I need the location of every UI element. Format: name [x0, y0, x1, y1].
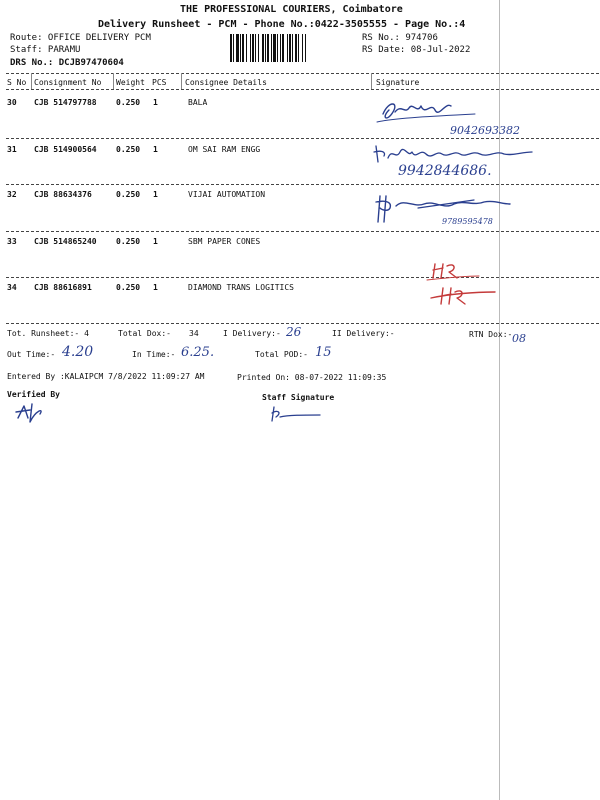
row-sno: 31: [7, 145, 17, 154]
company-title: THE PROFESSIONAL COURIERS, Coimbatore: [180, 4, 403, 15]
row-consignment: CJB 88634376: [34, 190, 92, 199]
i-delivery-label: I Delivery:-: [223, 329, 281, 338]
i-delivery-hand: 26: [286, 325, 302, 339]
row-weight: 0.250: [116, 98, 141, 107]
entered-by: Entered By :KALAIPCM 7/8/2022 11:09:27 AM: [7, 372, 205, 381]
in-time-label: In Time:-: [132, 350, 176, 359]
runsheet-title: Delivery Runsheet - PCM - Phone No.:0422-3505555 - Page No.:4: [98, 19, 466, 30]
row-consignee: OM SAI RAM ENGG: [188, 145, 261, 154]
verified-by-signature: [14, 400, 54, 424]
row-sno: 32: [7, 190, 17, 199]
ii-delivery-label: II Delivery:-: [332, 329, 395, 338]
header-bottom-rule: [6, 89, 599, 90]
drs-number: DRS No.: DCJB97470604: [10, 58, 124, 68]
row-consignee: SBM PAPER CONES: [188, 237, 261, 246]
row-pcs: 1: [153, 98, 158, 107]
row-weight: 0.250: [116, 237, 141, 246]
row-rule: [6, 138, 599, 139]
signature-phone-31: 9942844686.: [398, 163, 492, 179]
signature-phone-30: 9042693382: [450, 124, 520, 137]
barcode-image: [230, 34, 350, 64]
rtn-dox-label: RTN Dox:-: [469, 330, 513, 339]
header-top-rule: [6, 73, 599, 74]
out-time-label: Out Time:-: [7, 350, 56, 359]
row-pcs: 1: [153, 283, 158, 292]
col-header-consignee: Consignee Details: [185, 78, 267, 87]
col-divider: [371, 73, 372, 89]
row-rule: [6, 277, 599, 278]
total-dox-value: 34: [189, 329, 199, 338]
row-sno: 34: [7, 283, 17, 292]
col-header-weight: Weight: [116, 78, 145, 87]
row-weight: 0.250: [116, 145, 141, 154]
col-header-sno: S No: [7, 78, 27, 87]
row-weight: 0.250: [116, 283, 141, 292]
row-rule: [6, 231, 599, 232]
staff-signature-label: Staff Signature: [262, 393, 335, 402]
table-bottom-rule: [6, 323, 599, 324]
row-consignment: CJB 514900564: [34, 145, 97, 154]
col-divider: [31, 73, 32, 89]
col-header-signature: Signature: [376, 78, 420, 87]
signature-phone-32: 9789595478: [442, 217, 493, 226]
verified-by-label: Verified By: [7, 390, 60, 399]
in-time-hand: 6.25.: [181, 345, 215, 360]
row-consignment: CJB 514797788: [34, 98, 97, 107]
row-sno: 30: [7, 98, 17, 107]
rtn-dox-hand: 08: [512, 332, 526, 345]
row-pcs: 1: [153, 190, 158, 199]
row-consignee: BALA: [188, 98, 208, 107]
row-pcs: 1: [153, 145, 158, 154]
col-divider: [113, 73, 114, 89]
staff-label: Staff: PARAMU: [10, 45, 81, 55]
col-divider: [181, 73, 182, 89]
row-consignment: CJB 88616891: [34, 283, 92, 292]
row-sno: 33: [7, 237, 17, 246]
col-header-consignment: Consignment No: [34, 78, 102, 87]
tot-runsheet: Tot. Runsheet:- 4: [7, 329, 89, 338]
row-consignee: DIAMOND TRANS LOGITICS: [188, 283, 294, 292]
row-consignee: VIJAI AUTOMATION: [188, 190, 266, 199]
row-consignment: CJB 514865240: [34, 237, 97, 246]
row-weight: 0.250: [116, 190, 141, 199]
rs-date: RS Date: 08-Jul-2022: [362, 45, 471, 55]
rs-number: RS No.: 974706: [362, 33, 438, 43]
printed-on: Printed On: 08-07-2022 11:09:35: [237, 373, 387, 382]
row-pcs: 1: [153, 237, 158, 246]
row-rule: [6, 184, 599, 185]
route-label: Route: OFFICE DELIVERY PCM: [10, 33, 151, 43]
total-dox-label: Total Dox:-: [118, 329, 171, 338]
out-time-hand: 4.20: [62, 344, 94, 360]
col-header-pcs: PCS: [152, 78, 167, 87]
signature-row-33-34: [425, 258, 505, 308]
total-pod-hand: 15: [315, 345, 332, 360]
total-pod-label: Total POD:-: [255, 350, 308, 359]
staff-signature-mark: [268, 403, 328, 425]
